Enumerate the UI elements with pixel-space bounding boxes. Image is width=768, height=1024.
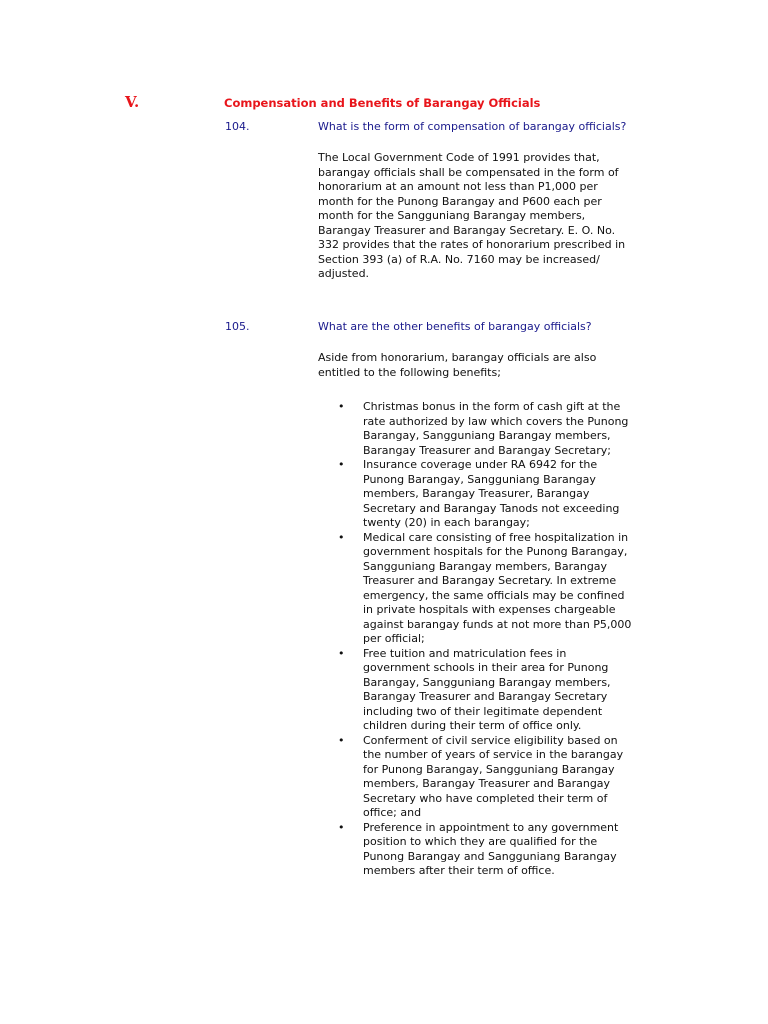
bullet-icon: • [338,458,345,471]
benefit-line: Treasurer and Barangay Secretary. In extreme [363,574,617,587]
bullet-icon: • [338,646,345,660]
answer-line: month for the Sangguniang Barangay members, [318,209,586,222]
list-item [338,400,648,458]
answer-line: barangay officials shall be compensated in the form of [318,165,619,179]
list-item [338,531,648,647]
benefit-line: for Punong Barangay, Sangguniang Barangay [363,762,615,776]
benefit-line: Free tuition and matriculation fees in [363,646,567,660]
benefit-line: Preference in appointment to any government [363,820,619,834]
answer-line: Section 393 (a) of R.A. No. 7160 may be increased/ [318,252,600,266]
bullet-icon: • [338,530,345,544]
benefit-line: twenty (20) in each barangay; [363,516,530,529]
benefit-line: members, Barangay Treasurer, Barangay [363,487,590,500]
benefit-line: including two of their legitimate dependent [363,704,603,718]
benefit-line: government hospitals for the Punong Barangay, [363,545,628,558]
answer-line: 332 provides that the rates of honorarium prescribed in [318,238,626,251]
benefit-line: Secretary and Barangay Tanods not exceeding [363,501,620,515]
section-title: Compensation and Benefits of Barangay Officials [224,96,541,110]
benefit-line: Sangguniang Barangay members, Barangay [363,559,608,573]
benefit-line: office; and [363,806,422,819]
benefit-line: Barangay Treasurer and Barangay Secretary [363,690,608,703]
intro-line: entitled to the following benefits; [318,365,501,379]
benefit-line: position to which they are qualified for the [363,835,598,848]
benefit-line: members after their term of office. [363,864,555,877]
benefit-line: rate authorized by law which covers the Punong [363,414,629,428]
benefit-line: against barangay funds at not more than P5,000 [363,617,632,631]
intro-line: Aside from honorarium, barangay officials are also [318,351,597,364]
question-105-text: What are the other benefits of barangay officials? [318,320,592,333]
question-104-number: 104. [225,120,250,133]
answer-line: month for the Punong Barangay and P600 each per [318,194,602,208]
answer-line: Barangay Treasurer and Barangay Secretary. E. O. No. [318,223,616,237]
bullet-icon: • [338,733,345,747]
benefit-line: Barangay, Sangguniang Barangay members, [363,429,611,442]
benefit-line: Christmas bonus in the form of cash gift at the [363,400,621,413]
benefit-line: in private hospitals with expenses chargeable [363,603,616,616]
benefit-line: Barangay Treasurer and Barangay Secretary; [363,443,611,457]
answer-105-intro [318,351,648,380]
benefit-line: Punong Barangay and Sangguniang Barangay [363,849,617,863]
benefit-line: Punong Barangay, Sangguniang Barangay [363,472,596,486]
benefit-line: government schools in their area for Punong [363,661,609,674]
question-105-number: 105. [225,320,250,333]
benefit-line: per official; [363,632,425,645]
bullet-icon: • [338,820,345,834]
answer-104-paragraph [318,151,648,282]
benefit-line: members, Barangay Treasurer and Barangay [363,777,611,790]
list-item [338,647,648,734]
answer-line: honorarium at an amount not less than P1,000 per [318,180,598,193]
benefit-line: Secretary who have completed their term of [363,791,608,805]
benefit-line: Insurance coverage under RA 6942 for the [363,458,598,471]
benefit-line: Conferment of civil service eligibility based on [363,733,618,747]
answer-line: adjusted. [318,267,370,280]
benefit-line: Medical care consisting of free hospitalization in [363,530,629,544]
question-104-text: What is the form of compensation of barangay officials? [318,120,627,133]
list-item [338,458,648,531]
benefits-list [338,400,648,879]
benefit-line: Barangay, Sangguniang Barangay members, [363,675,611,689]
list-item [338,821,648,879]
benefit-line: children during their term of office only. [363,719,582,732]
list-item [338,734,648,821]
bullet-icon: • [338,400,345,413]
answer-line: The Local Government Code of 1991 provides that, [318,151,600,164]
benefit-line: emergency, the same officials may be confined [363,588,625,602]
benefit-line: the number of years of service in the barangay [363,748,624,761]
section-numeral: V. [125,93,140,111]
